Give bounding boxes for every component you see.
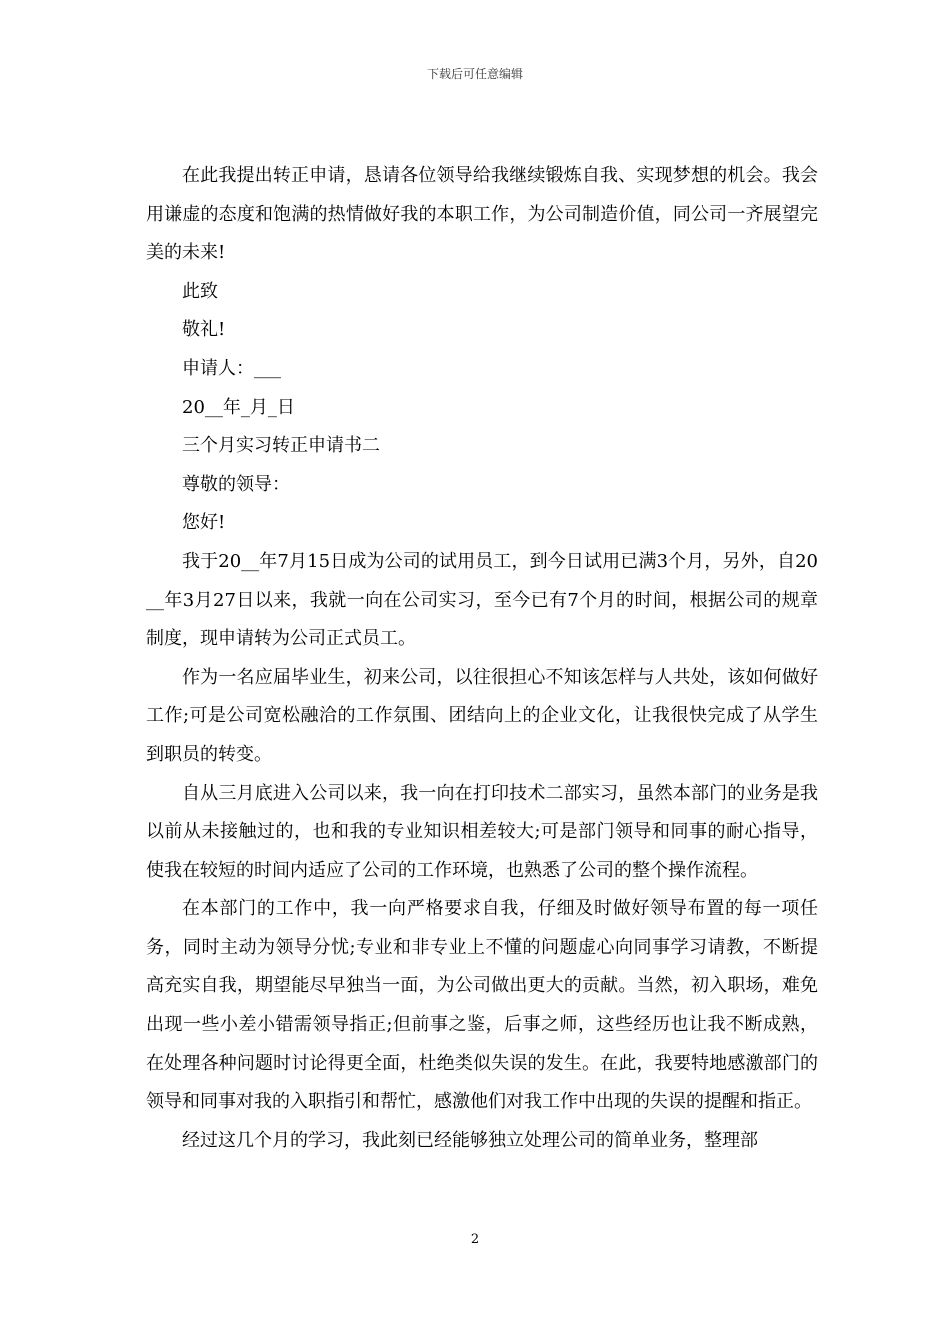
closing-salutation: 此致 xyxy=(182,280,218,302)
section-title: 三个月实习转正申请书二 xyxy=(182,435,380,457)
date-line: 20__年_月_日 xyxy=(182,396,295,418)
greeting-hello: 您好! xyxy=(182,512,226,534)
page-header: 下载后可任意编辑 xyxy=(426,67,523,81)
greeting-recipient: 尊敬的领导： xyxy=(182,473,290,495)
paragraph-work-attitude: 在本部门的工作中，我一向严格要求自我，仔细及时做好领导布置的每一项任务，同时主动为领导分忧;专业和非专业上不懂的问题虚心向同事学习请教，不断提高充实自我，期望能尽早独当一面，为公司做出更大的贡献。当然，初入职场，难免出现一些小差小错需领导指正;但前事之鉴，后事之师，这些经历也让我不断成熟，在处理各种问题时讨论得更全面，杜绝类似失误的发生。在此，我要特地感激部门的领导和同事对我的入职指引和帮忙，感激他们对我工作中出现的失误的提醒和指正。 xyxy=(146,898,818,1113)
closing-regards: 敬礼! xyxy=(182,319,226,341)
applicant-signature-line: 申请人：___ xyxy=(182,357,281,379)
paragraph-graduate: 作为一名应届毕业生，初来公司，以往很担心不知该怎样与人共处，该如何做好工作;可是公司宽松融洽的工作氛围、团结向上的企业文化，让我很快完成了从学生到职员的转变。 xyxy=(146,666,818,765)
paragraph-application: 在此我提出转正申请，恳请各位领导给我继续锻炼自我、实现梦想的机会。我会用谦虚的态度和饱满的热情做好我的本职工作，为公司制造价值，同公司一齐展望完美的未来! xyxy=(146,165,818,264)
document-body xyxy=(146,157,818,1160)
paragraph-trial-period: 我于20__年7月15日成为公司的试用员工，到今日试用已满3个月，另外，自20__年3月27日以来，我就一向在公司实习，至今已有7个月的时间，根据公司的规章制度，现申请转为公司正式员工。 xyxy=(146,550,818,650)
paragraph-progress: 经过这几个月的学习，我此刻已经能够独立处理公司的简单业务，整理部 xyxy=(182,1129,758,1151)
page-number: 2 xyxy=(470,1232,480,1247)
paragraph-department: 自从三月底进入公司以来，我一向在打印技术二部实习，虽然本部门的业务是我以前从未接触过的，也和我的专业知识相差较大;可是部门领导和同事的耐心指导，使我在较短的时间内适应了公司的工作环境，也熟悉了公司的整个操作流程。 xyxy=(146,782,818,881)
